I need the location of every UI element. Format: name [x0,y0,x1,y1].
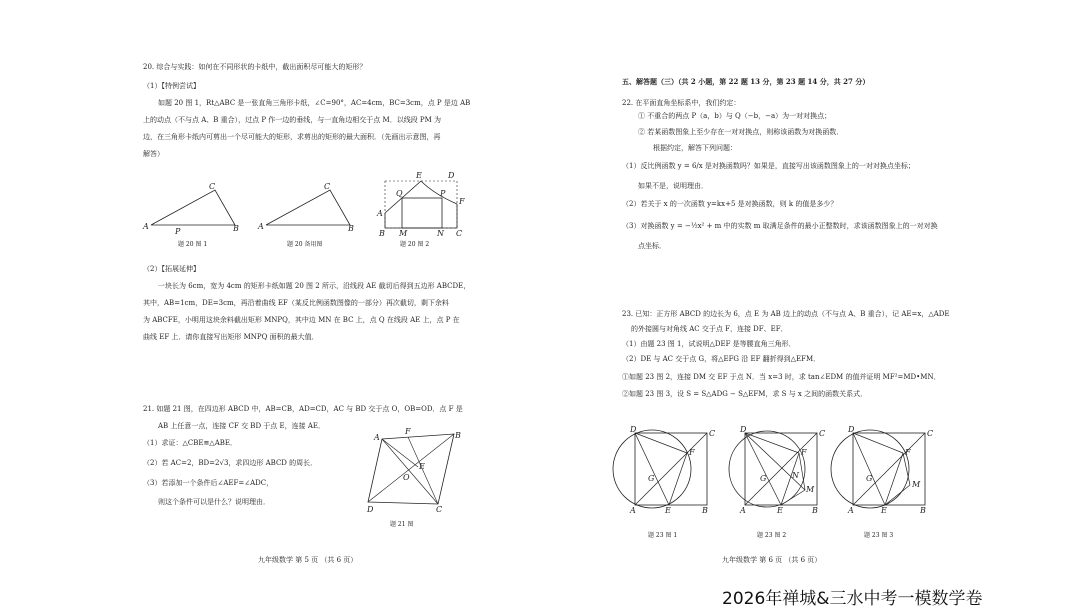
q20-part2-line: 其中，AB=1cm，DE=3cm，再沿着曲线 EF（某反比例函数图像的一部分）再次截切，剩下余料 [143,299,449,307]
watermark-caption: 2026年禅城&三水中考一模数学卷 [722,589,983,609]
q23-part2: （2）DE 与 AC 交于点 G，将△EFG 沿 EF 翻折得到△EFM． [622,355,821,363]
fig20-2-caption: 题 20 图 2 [400,241,430,248]
label-C: C [209,182,216,191]
figure-20-spare [258,180,358,236]
label-A: A [630,506,636,515]
label-G: G [760,474,767,483]
label-C: C [927,429,934,438]
label-A: A [374,433,380,442]
label-D: D [630,425,637,434]
label-A: A [377,209,383,218]
label-B: B [812,506,818,515]
label-A: A [258,222,264,231]
label-P: P [175,227,181,236]
label-B: B [702,506,708,515]
q22-convention: 根据约定，解答下列问题： [653,144,737,152]
label-D: D [448,171,455,180]
q23-part1: （1）由题 23 图 1，试说明△DEF 是等腰直角三角形． [622,340,796,348]
q21-part1: （1）求证：△CBE≌△ABE． [143,439,238,447]
label-C: C [456,229,463,238]
label-N: N [792,471,799,480]
label-F: F [689,448,695,457]
q20-part2-header: （2）【拓展延伸】 [143,265,200,273]
label-C: C [436,505,443,514]
label-B: B [379,229,385,238]
q20-part1-line: 边，在三角形卡纸内可剪出一个尽可能大的矩形，求剪出的矩形的最大面积．（先画出示意图，再 [143,133,441,141]
fig23-2-caption: 题 23 图 2 [757,532,787,539]
q20-part2-line: 曲线 EF 上．请你直接写出矩形 MNPQ 面积的最大值． [143,333,319,341]
label-E: E [665,506,671,515]
label-P: P [440,189,446,198]
figure-21 [368,424,470,516]
label-M: M [912,480,921,489]
label-D: D [740,425,747,434]
q22-part1: 如果不是，说明理由． [638,182,708,190]
q21-part3: 则这个条件可以是什么？说明理由． [158,498,270,506]
fig23-1-caption: 题 23 图 1 [648,532,678,539]
q21-text: 21. 如题 21 图，在四边形 ABCD 中，AB=CB，AD=CD，AC 与 BD 交于点 O，OB=OD．点 F 是 [143,405,463,413]
q22-convention: ② 若某函数图象上至少存在一对对换点，则称该函数为对换函数． [638,128,844,136]
q20-part1-line: 解答） [143,150,164,158]
label-A: A [848,506,854,515]
q22-part2: （2）若关于 x 的一次函数 y=kx+5 是对换函数，则 k 的值是多少？ [622,200,838,208]
q20-part2-line: 一块长为 6cm，宽为 4cm 的矩形卡纸如题 20 图 2 所示，沿线段 AE 截切后得到五边形 ABCDE， [158,282,471,290]
label-C: C [324,182,331,191]
label-F: F [905,448,911,457]
label-G: G [648,474,655,483]
fig20-spare-caption: 题 20 备用图 [287,241,323,248]
label-B: B [920,506,926,515]
label-Q: Q [396,189,403,198]
q22-part1: （1）反比例函数 y = 6/x 是对换函数吗？如果是，直接写出该函数图象上的一对对换点坐标； [622,162,915,170]
q22-text: 22. 在平面直角坐标系中，我们约定： [622,99,741,107]
q21-part3: （3）若添加一个条件后∠AEF=∠ADC， [143,479,274,487]
label-F: F [801,448,807,457]
label-D: D [367,505,374,514]
label-B: B [455,431,461,440]
q21-text: AB 上任意一点，连接 CF 交 BD 于点 E，连接 AE． [158,422,326,430]
q21-part2: （2）若 AC=2，BD=2√3，求四边形 ABCD 的周长． [143,459,318,467]
figure-20-1 [143,180,243,236]
q20-part1-line: 上的动点（不与点 A、B 重合），过点 P 作一边的垂线，与一直角边相交于点 M．以线段 PM 为 [143,116,442,124]
page-footer: 九年级数学 第 5 页 （共 6 页） [258,556,358,564]
figure-23-1 [612,424,724,516]
fig23-3-caption: 题 23 图 3 [864,532,894,539]
label-F: F [459,197,465,206]
q20-part1-header: （1）【特例尝试】 [143,82,200,90]
label-O: O [403,473,410,482]
label-B: B [348,224,354,233]
label-G: G [866,474,873,483]
q22-part3: 点坐标． [638,242,666,250]
figure-23-2 [722,424,834,516]
q23-part2b: ②如题 23 图 3，设 S = S△ADG − S△EFM，求 S 与 x 之间的函数关系式． [622,390,868,398]
label-E: E [419,462,425,471]
label-M: M [806,485,815,494]
q20-part2-line: 为 ABCFE，小明用这块余料截出矩形 MNPQ，其中边 MN 在 BC 上，点 Q 在线段 AE 上，点 P 在 [143,316,460,324]
label-A: A [143,222,149,231]
q22-part3: （3）对换函数 y = −½x² + m 中的实数 m 取满足条件的最小正整数时，求该函数图象上的一对对换 [622,222,938,230]
figure-20-2 [376,168,466,238]
label-F: F [405,427,411,436]
label-C: C [819,429,826,438]
q20-title: 20. 综合与实践：如何在不同形状的卡纸中，截出面积尽可能大的矩形？ [143,63,367,71]
label-C: C [709,429,716,438]
section-title: 五、解答题（三）（共 2 小题，第 22 题 13 分，第 23 题 14 分，共 27 分） [622,77,870,86]
label-M: M [399,229,408,238]
label-E: E [881,506,887,515]
fig20-1-caption: 题 20 图 1 [178,241,208,248]
label-B: B [233,224,239,233]
label-E: E [777,506,783,515]
label-N: N [437,229,444,238]
q23-part2a: ①如题 23 图 2，连接 DM 交 EF 于点 N．当 x=3 时，求 tan∠EDM 的值并证明 MF²=MD•MN． [622,373,941,381]
label-E: E [416,171,422,180]
fig21-caption: 题 21 图 [390,521,414,528]
label-A: A [740,506,746,515]
q22-convention: ① 不重合的两点 P（a，b）与 Q（−b，−a）为一对对换点； [638,112,832,120]
q20-part1-line: 如题 20 图 1，Rt△ABC 是一张直角三角形卡纸，∠C=90°，AC=4cm，BC=3cm，点 P 是边 AB [158,99,471,107]
q23-text: 23. 已知：正方形 ABCD 的边长为 6，点 E 为 AB 边上的动点（不与点 A、B 重合），记 AE=x，△ADE [622,310,950,318]
label-D: D [848,425,855,434]
page-footer: 九年级数学 第 6 页 （共 6 页） [722,556,822,564]
q23-text: 的外接圆与对角线 AC 交于点 F，连接 DF、EF． [631,325,788,333]
figure-23-3 [830,424,942,516]
